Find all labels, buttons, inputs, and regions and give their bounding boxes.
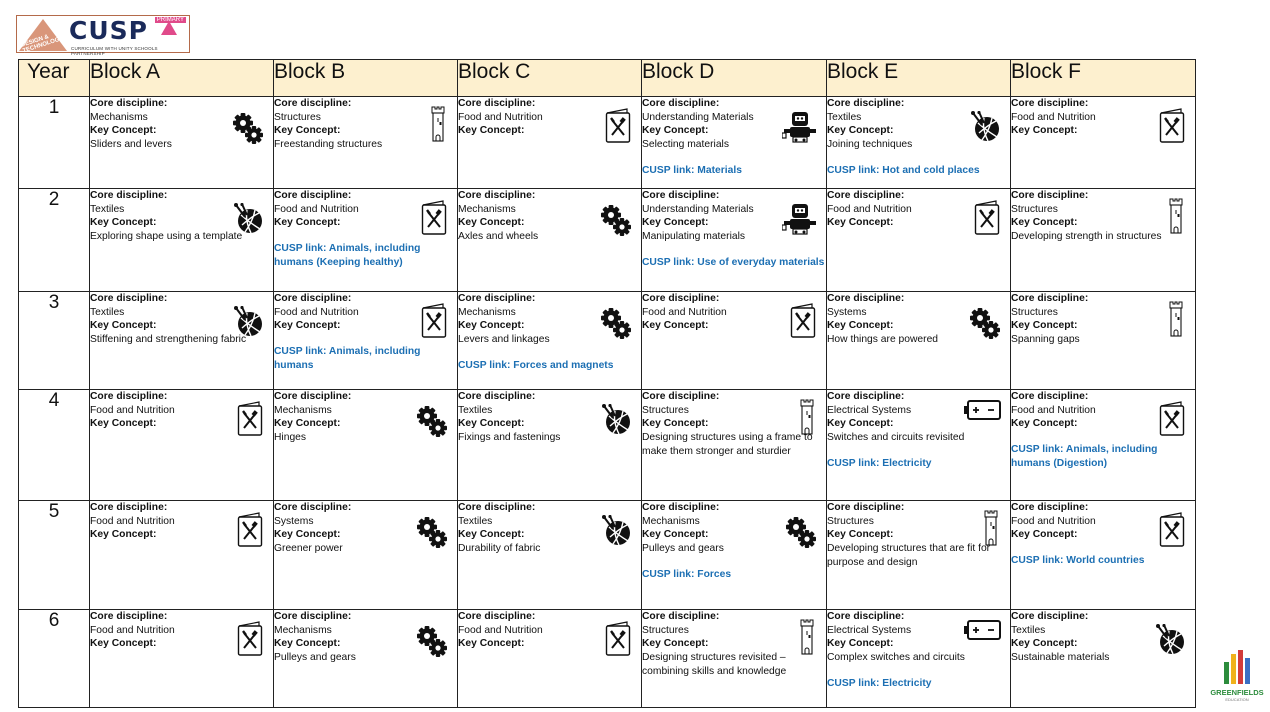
key-concept-label: Key Concept:: [274, 320, 341, 332]
header-block-a: Block A: [90, 60, 274, 97]
block-cell: [458, 292, 642, 390]
discipline-value: Understanding Materials: [642, 111, 754, 123]
table-row: [19, 97, 1196, 189]
core-discipline-label: Core discipline:: [90, 502, 168, 513]
discipline-value: Structures: [1011, 203, 1058, 215]
key-concept-label: Key Concept:: [1011, 125, 1078, 137]
concept-value: Levers and linkages: [458, 334, 550, 346]
concept-value: Designing structures using a frame to make them stronger and sturdier: [642, 432, 813, 457]
core-discipline-label: Core discipline:: [1011, 98, 1089, 109]
year-cell: 1: [19, 97, 90, 189]
gears-icon: [231, 111, 265, 145]
discipline-value: Food and Nutrition: [1011, 515, 1096, 527]
cusp-link[interactable]: CUSP link: World countries: [1011, 555, 1145, 567]
discipline-value: Food and Nutrition: [90, 515, 175, 527]
logo-word: CUSP: [69, 16, 148, 45]
core-discipline-label: Core discipline:: [827, 391, 905, 402]
core-discipline-label: Core discipline:: [90, 190, 168, 201]
block-cell: [642, 189, 827, 292]
core-discipline-label: Core discipline:: [827, 98, 905, 109]
discipline-value: Food and Nutrition: [458, 624, 543, 636]
concept-value: Sliders and levers: [90, 139, 172, 151]
footer-logo-sub: EDUCATION: [1225, 697, 1249, 702]
yarn-ball-icon: [233, 306, 265, 338]
core-discipline-label: Core discipline:: [274, 611, 352, 622]
cusp-link[interactable]: CUSP link: Use of everyday materials: [642, 256, 825, 268]
cutlery-card-icon: [1159, 108, 1185, 144]
table-row: [19, 390, 1196, 501]
key-concept-label: Key Concept:: [274, 125, 341, 137]
key-concept-label: Key Concept:: [827, 320, 894, 332]
concept-value: Pulleys and gears: [642, 543, 724, 555]
discipline-value: Textiles: [1011, 624, 1046, 636]
discipline-value: Electrical Systems: [827, 624, 912, 636]
cusp-logo: [16, 15, 190, 56]
cusp-link[interactable]: CUSP link: Electricity: [827, 677, 932, 689]
block-cell: [274, 97, 458, 189]
concept-value: Durability of fabric: [458, 543, 541, 555]
core-discipline-label: Core discipline:: [458, 293, 536, 304]
core-discipline-label: Core discipline:: [642, 190, 720, 201]
tower-icon: [1169, 198, 1183, 234]
discipline-value: Food and Nutrition: [827, 203, 912, 215]
cutlery-card-icon: [237, 621, 263, 657]
block-cell: [827, 189, 1011, 292]
cusp-link[interactable]: CUSP link: Electricity: [827, 457, 932, 469]
block-cell: [827, 390, 1011, 501]
battery-icon: [964, 399, 1002, 421]
year-cell: 4: [19, 390, 90, 501]
key-concept-label: Key Concept:: [458, 529, 525, 541]
block-cell: [274, 189, 458, 292]
cutlery-card-icon: [237, 512, 263, 548]
discipline-value: Food and Nutrition: [274, 203, 359, 215]
key-concept-label: Key Concept:: [642, 529, 709, 541]
concept-value: Fixings and fastenings: [458, 432, 561, 444]
year-cell: 6: [19, 610, 90, 708]
block-cell: [458, 501, 642, 610]
yarn-ball-icon: [1155, 624, 1187, 656]
concept-value: Selecting materials: [642, 139, 729, 151]
yarn-ball-icon: [601, 404, 633, 436]
concept-value: Spanning gaps: [1011, 334, 1080, 346]
discipline-value: Textiles: [90, 203, 125, 215]
block-cell: [642, 390, 827, 501]
discipline-value: Mechanisms: [458, 203, 516, 215]
logo-accent-triangle: [161, 21, 177, 35]
block-cell: [90, 390, 274, 501]
header-block-c: Block C: [458, 60, 642, 97]
cutlery-card-icon: [605, 621, 631, 657]
key-concept-label: Key Concept:: [827, 125, 894, 137]
key-concept-label: Key Concept:: [642, 418, 709, 430]
block-cell: [827, 610, 1011, 708]
block-cell: [827, 292, 1011, 390]
discipline-value: Food and Nutrition: [458, 111, 543, 123]
key-concept-label: Key Concept:: [90, 638, 157, 650]
key-concept-label: Key Concept:: [1011, 529, 1078, 541]
header-block-e: Block E: [827, 60, 1011, 97]
discipline-value: Textiles: [458, 515, 493, 527]
cusp-link[interactable]: CUSP link: Materials: [642, 164, 742, 176]
discipline-value: Structures: [642, 404, 689, 416]
block-cell: [642, 97, 827, 189]
key-concept-label: Key Concept:: [90, 217, 157, 229]
block-cell: [827, 501, 1011, 610]
core-discipline-label: Core discipline:: [90, 611, 168, 622]
block-cell: [458, 97, 642, 189]
year-cell: 2: [19, 189, 90, 292]
discipline-value: Food and Nutrition: [1011, 404, 1096, 416]
core-discipline-label: Core discipline:: [642, 611, 720, 622]
discipline-value: Food and Nutrition: [90, 624, 175, 636]
gears-icon: [415, 624, 449, 658]
curriculum-table: [18, 59, 1196, 708]
block-cell: [1011, 189, 1196, 292]
gears-icon: [599, 306, 633, 340]
battery-icon: [964, 619, 1002, 641]
block-cell: [90, 610, 274, 708]
discipline-value: Structures: [1011, 306, 1058, 318]
robot-icon: [782, 203, 818, 235]
block-cell: [274, 292, 458, 390]
pencil-blue: [1245, 658, 1250, 684]
gears-icon: [415, 515, 449, 549]
core-discipline-label: Core discipline:: [458, 611, 536, 622]
core-discipline-label: Core discipline:: [274, 190, 352, 201]
discipline-value: Electrical Systems: [827, 404, 912, 416]
gears-icon: [784, 515, 818, 549]
cusp-link[interactable]: CUSP link: Animals, including humans: [274, 346, 421, 371]
concept-value: Joining techniques: [827, 139, 913, 151]
block-cell: [90, 189, 274, 292]
block-cell: [90, 292, 274, 390]
header-block-d: Block D: [642, 60, 827, 97]
key-concept-label: Key Concept:: [642, 320, 709, 332]
logo-tag: PRIMARY: [156, 17, 184, 23]
tower-icon: [800, 619, 814, 655]
table-row: [19, 189, 1196, 292]
key-concept-label: Key Concept:: [90, 320, 157, 332]
yarn-ball-icon: [601, 515, 633, 547]
key-concept-label: Key Concept:: [827, 638, 894, 650]
concept-value: Designing structures revisited – combining skills and knowledge: [642, 652, 787, 677]
concept-value: Axles and wheels: [458, 231, 539, 243]
block-cell: [1011, 390, 1196, 501]
key-concept-label: Key Concept:: [458, 125, 525, 137]
concept-value: Greener power: [274, 543, 343, 555]
key-concept-label: Key Concept:: [274, 638, 341, 650]
cusp-link[interactable]: CUSP link: Forces: [642, 568, 732, 580]
cutlery-card-icon: [237, 401, 263, 437]
pencil-green: [1224, 662, 1229, 684]
key-concept-label: Key Concept:: [458, 638, 525, 650]
yarn-ball-icon: [970, 111, 1002, 143]
pencil-red: [1238, 650, 1243, 684]
cutlery-card-icon: [421, 303, 447, 339]
key-concept-label: Key Concept:: [827, 418, 894, 430]
block-cell: [642, 610, 827, 708]
key-concept-label: Key Concept:: [274, 217, 341, 229]
gears-icon: [968, 306, 1002, 340]
discipline-value: Mechanisms: [458, 306, 516, 318]
core-discipline-label: Core discipline:: [458, 98, 536, 109]
cusp-link[interactable]: CUSP link: Forces and magnets: [458, 359, 614, 371]
cusp-link[interactable]: CUSP link: Animals, including humans (Keeping healthy): [274, 243, 421, 268]
discipline-value: Textiles: [827, 111, 862, 123]
concept-value: Developing strength in structures: [1011, 231, 1162, 243]
key-concept-label: Key Concept:: [1011, 320, 1078, 332]
key-concept-label: Key Concept:: [642, 125, 709, 137]
key-concept-label: Key Concept:: [458, 217, 525, 229]
core-discipline-label: Core discipline:: [274, 293, 352, 304]
tower-icon: [1169, 301, 1183, 337]
block-cell: [274, 501, 458, 610]
block-cell: [642, 501, 827, 610]
yarn-ball-icon: [233, 203, 265, 235]
cusp-link[interactable]: CUSP link: Hot and cold places: [827, 164, 980, 176]
discipline-value: Textiles: [458, 404, 493, 416]
core-discipline-label: Core discipline:: [458, 190, 536, 201]
block-cell: [90, 501, 274, 610]
concept-value: Complex switches and circuits: [827, 652, 965, 664]
cutlery-card-icon: [974, 200, 1000, 236]
core-discipline-label: Core discipline:: [827, 293, 905, 304]
core-discipline-label: Core discipline:: [1011, 611, 1089, 622]
key-concept-label: Key Concept:: [458, 320, 525, 332]
cusp-link[interactable]: CUSP link: Animals, including humans (Digestion): [1011, 444, 1158, 469]
table-row: [19, 610, 1196, 708]
logo-badge-text: DESIGN & TECHNOLOGY: [20, 34, 65, 55]
discipline-value: Mechanisms: [274, 404, 332, 416]
tower-icon: [800, 399, 814, 435]
core-discipline-label: Core discipline:: [1011, 293, 1089, 304]
core-discipline-label: Core discipline:: [90, 98, 168, 109]
key-concept-label: Key Concept:: [642, 217, 709, 229]
discipline-value: Food and Nutrition: [1011, 111, 1096, 123]
key-concept-label: Key Concept:: [274, 529, 341, 541]
greenfields-logo: [1208, 650, 1266, 702]
core-discipline-label: Core discipline:: [642, 293, 720, 304]
gears-icon: [599, 203, 633, 237]
core-discipline-label: Core discipline:: [827, 190, 905, 201]
table-row: [19, 292, 1196, 390]
block-cell: [1011, 97, 1196, 189]
core-discipline-label: Core discipline:: [274, 502, 352, 513]
block-cell: [1011, 501, 1196, 610]
block-cell: [1011, 292, 1196, 390]
discipline-value: Textiles: [90, 306, 125, 318]
concept-value: Switches and circuits revisited: [827, 432, 965, 444]
table-row: [19, 501, 1196, 610]
key-concept-label: Key Concept:: [827, 217, 894, 229]
key-concept-label: Key Concept:: [1011, 217, 1078, 229]
discipline-value: Mechanisms: [274, 624, 332, 636]
logo-subtitle: CURRICULUM WITH UNITY SCHOOLS PARTNERSHIP: [71, 46, 158, 56]
discipline-value: Food and Nutrition: [642, 306, 727, 318]
block-cell: [90, 97, 274, 189]
core-discipline-label: Core discipline:: [1011, 502, 1089, 513]
concept-value: Pulleys and gears: [274, 652, 356, 664]
concept-value: Exploring shape using a template: [90, 231, 243, 243]
concept-value: Sustainable materials: [1011, 652, 1110, 664]
footer-logo-name: GREENFIELDS: [1210, 688, 1264, 697]
pencil-yellow: [1231, 654, 1236, 684]
core-discipline-label: Core discipline:: [827, 502, 905, 513]
robot-icon: [782, 111, 818, 143]
core-discipline-label: Core discipline:: [274, 98, 352, 109]
core-discipline-label: Core discipline:: [642, 391, 720, 402]
core-discipline-label: Core discipline:: [90, 293, 168, 304]
tower-icon: [431, 106, 445, 142]
block-cell: [274, 610, 458, 708]
core-discipline-label: Core discipline:: [642, 98, 720, 109]
key-concept-label: Key Concept:: [90, 529, 157, 541]
concept-value: How things are powered: [827, 334, 939, 346]
cutlery-card-icon: [605, 108, 631, 144]
block-cell: [458, 189, 642, 292]
core-discipline-label: Core discipline:: [458, 391, 536, 402]
discipline-value: Mechanisms: [90, 111, 148, 123]
year-cell: 3: [19, 292, 90, 390]
block-cell: [458, 390, 642, 501]
discipline-value: Food and Nutrition: [90, 404, 175, 416]
core-discipline-label: Core discipline:: [274, 391, 352, 402]
concept-value: Hinges: [274, 432, 307, 444]
concept-value: Freestanding structures: [274, 139, 383, 151]
cutlery-card-icon: [1159, 512, 1185, 548]
core-discipline-label: Core discipline:: [1011, 391, 1089, 402]
key-concept-label: Key Concept:: [274, 418, 341, 430]
year-cell: 5: [19, 501, 90, 610]
cutlery-card-icon: [421, 200, 447, 236]
core-discipline-label: Core discipline:: [642, 502, 720, 513]
discipline-value: Systems: [274, 515, 314, 527]
block-cell: [642, 292, 827, 390]
key-concept-label: Key Concept:: [90, 125, 157, 137]
key-concept-label: Key Concept:: [827, 529, 894, 541]
header-row: [19, 60, 1196, 97]
tower-icon: [984, 510, 998, 546]
block-cell: [827, 97, 1011, 189]
core-discipline-label: Core discipline:: [1011, 190, 1089, 201]
block-cell: [274, 390, 458, 501]
block-cell: [458, 610, 642, 708]
header-year: Year: [19, 60, 90, 97]
cutlery-card-icon: [1159, 401, 1185, 437]
key-concept-label: Key Concept:: [642, 638, 709, 650]
key-concept-label: Key Concept:: [458, 418, 525, 430]
cutlery-card-icon: [790, 303, 816, 339]
concept-value: Stiffening and strengthening fabric: [90, 334, 247, 346]
discipline-value: Mechanisms: [642, 515, 700, 527]
core-discipline-label: Core discipline:: [458, 502, 536, 513]
core-discipline-label: Core discipline:: [90, 391, 168, 402]
block-cell: [1011, 610, 1196, 708]
key-concept-label: Key Concept:: [1011, 418, 1078, 430]
key-concept-label: Key Concept:: [1011, 638, 1078, 650]
discipline-value: Structures: [827, 515, 874, 527]
header-block-b: Block B: [274, 60, 458, 97]
core-discipline-label: Core discipline:: [827, 611, 905, 622]
discipline-value: Structures: [274, 111, 321, 123]
concept-value: Manipulating materials: [642, 231, 746, 243]
key-concept-label: Key Concept:: [90, 418, 157, 430]
discipline-value: Understanding Materials: [642, 203, 754, 215]
gears-icon: [415, 404, 449, 438]
header-block-f: Block F: [1011, 60, 1196, 97]
discipline-value: Food and Nutrition: [274, 306, 359, 318]
discipline-value: Structures: [642, 624, 689, 636]
discipline-value: Systems: [827, 306, 867, 318]
concept-value: Developing structures that are fit for purpose and design: [827, 543, 991, 568]
